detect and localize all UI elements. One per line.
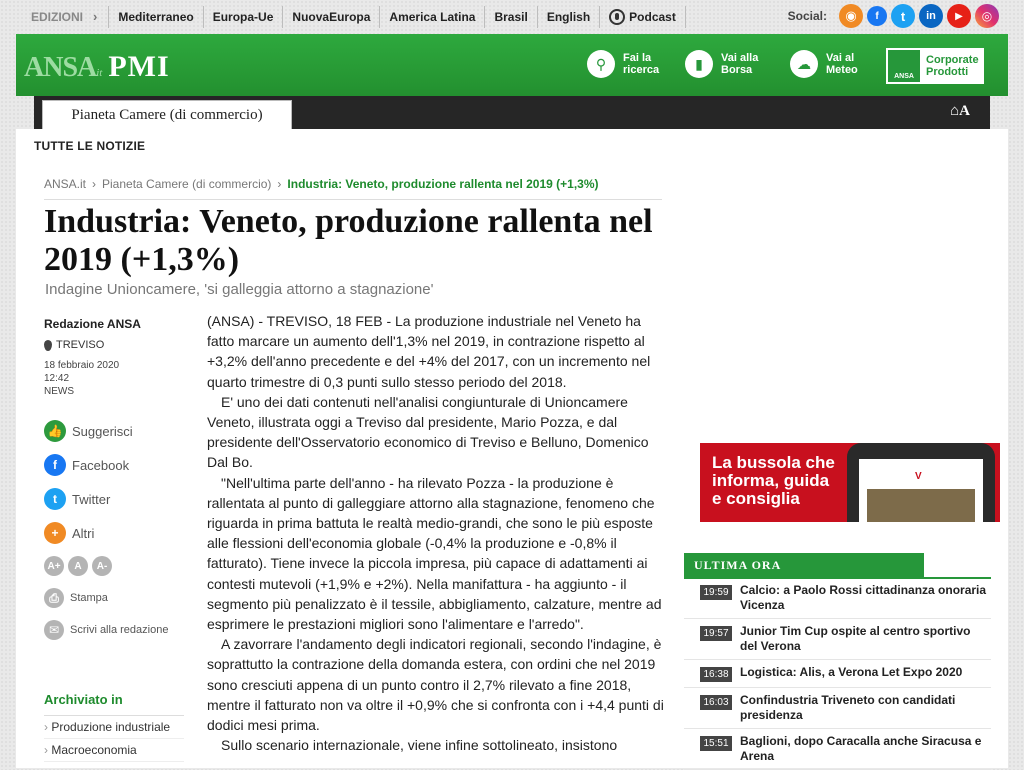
facebook-icon[interactable]: f bbox=[867, 6, 887, 26]
news-item[interactable] bbox=[684, 619, 991, 660]
twitter-icon: t bbox=[44, 488, 66, 510]
ultima-ora-heading: ULTIMA ORA bbox=[684, 553, 924, 578]
twitter-share-button[interactable]: t Twitter bbox=[44, 488, 176, 510]
paragraph: (ANSA) - TREVISO, 18 FEB - La produzione industriale nel Veneto ha fatto marcare un aumento dell'1,3% nel 2019, in contrazione rispetto al +3,2% dell'anno precedente e del +4% del 2017, con un incremento nel quarto trimestre di 0,3 punti sullo stesso periodo del 2018. bbox=[207, 313, 651, 390]
ansa-mark: ANSA bbox=[888, 50, 920, 82]
chart-icon: ▮ bbox=[685, 50, 713, 78]
photo bbox=[867, 489, 975, 522]
write-to-editor-button[interactable]: ✉ Scrivi alla redazione bbox=[44, 620, 176, 640]
font-increase-button[interactable]: A+ bbox=[44, 556, 64, 576]
phone-image bbox=[847, 443, 995, 522]
editions-label: EDIZIONI › bbox=[22, 6, 109, 28]
social-label: Social: bbox=[787, 9, 827, 23]
news-time: 15:51 bbox=[700, 736, 732, 751]
print-button[interactable]: ⎙ Stampa bbox=[44, 588, 176, 608]
news-item[interactable] bbox=[684, 729, 991, 770]
breadcrumb bbox=[44, 177, 599, 191]
archived-tag[interactable]: › Macroeconomia bbox=[44, 739, 184, 762]
site-logo[interactable]: ANSA it PMI bbox=[24, 50, 170, 83]
ultima-ora-panel bbox=[684, 553, 991, 770]
news-item[interactable] bbox=[684, 578, 991, 619]
divider bbox=[44, 199, 662, 200]
chevron-right-icon: › bbox=[277, 177, 282, 191]
archived-heading: Archiviato in bbox=[44, 692, 184, 716]
section-bar bbox=[34, 96, 990, 129]
edition-link-europa-ue[interactable]: Europa-Ue bbox=[204, 6, 284, 28]
chevron-right-icon: › bbox=[93, 9, 98, 24]
publish-date: 18 febbraio 2020 12:42 NEWS bbox=[44, 360, 120, 397]
news-headline: Junior Tim Cup ospite al centro sportivo del Verona bbox=[740, 624, 971, 653]
plus-icon: + bbox=[44, 522, 66, 544]
more-share-button[interactable]: + Altri bbox=[44, 522, 176, 544]
news-headline: Baglioni, dopo Caracalla anche Siracusa e Arena bbox=[740, 734, 982, 763]
author: Redazione ANSA bbox=[44, 317, 141, 331]
weather-icon: ☁ bbox=[790, 50, 818, 78]
font-decrease-button[interactable]: A- bbox=[92, 556, 112, 576]
paragraph: E' uno dei dati contenuti nell'analisi congiunturale di Unioncamere Veneto, illustrata oggi a Treviso dal presidente, Mario Pozza, e dal presidente dell'Osservatorio economico di Treviso e Belluno, Domenico Dal Bo. bbox=[207, 393, 649, 471]
borsa-button[interactable]: ▮ Vai alla Borsa bbox=[685, 50, 758, 78]
site-header bbox=[16, 34, 1008, 96]
edition-link-english[interactable]: English bbox=[538, 6, 600, 28]
linkedin-icon[interactable]: in bbox=[919, 4, 943, 28]
news-headline: Confindustria Triveneto con candidati presidenza bbox=[740, 693, 956, 722]
paragraph: "Nell'ultima parte dell'anno - ha rilevato Pozza - la produzione è rallentata al punto di galleggiare attorno alla stagnazione, fenomeno che riguarda in prima battuta le realtà medio-grandi, che sono le più esposte alle flessioni dell'economia globale (-0,4% la produzione e -0,8% il fatturato). Tiene invece la piccola impresa, più capace di adattamenti ai contesti mutevoli (+1,9% e +2%). Nella manifattura - ha aggiunto - il segmento più penalizzato è il tessile, abbigliamento, calzature, mentre ad esprimere le prestazioni migliori sono l'alimentare e l'arredo". bbox=[207, 474, 662, 633]
share-tools bbox=[44, 420, 176, 640]
ad-text: La bussola che informa, guida e consiglia bbox=[712, 453, 835, 508]
edition-link-mediterraneo[interactable]: Mediterraneo bbox=[109, 6, 203, 28]
twitter-icon[interactable]: t bbox=[891, 4, 915, 28]
suggest-button[interactable]: 👍 Suggerisci bbox=[44, 420, 176, 442]
article-subtitle: Indagine Unioncamere, 'si galleggia attorno a stagnazione' bbox=[45, 281, 434, 298]
news-headline: Calcio: a Paolo Rossi cittadinanza onoraria Vicenza bbox=[740, 583, 987, 612]
paragraph: A zavorrare l'andamento degli indicatori regionali, secondo l'indagine, è soprattutto la contrazione della domanda estera, con ordini che nel 2019 sono cresciuti appena di un punto contro il 2,7% rilevato a fine 2018, mentre il fatturato non va oltre il +0,9% che si confronta con i +4,4 punti di dodici mesi prima. bbox=[207, 636, 664, 734]
news-headline: Logistica: Alis, a Verona Let Expo 2020 bbox=[740, 665, 963, 679]
search-icon: ⚲ bbox=[587, 50, 615, 78]
archived-in bbox=[44, 692, 184, 762]
archived-tag[interactable]: › Produzione industriale bbox=[44, 716, 184, 739]
printer-icon: ⎙ bbox=[44, 588, 64, 608]
news-time: 16:03 bbox=[700, 695, 732, 710]
meteo-button[interactable]: ☁ Vai al Meteo bbox=[790, 50, 858, 78]
article-meta bbox=[44, 317, 176, 652]
chevron-right-icon: › bbox=[92, 177, 97, 191]
news-time: 19:57 bbox=[700, 626, 732, 641]
home-link[interactable]: ⌂A bbox=[950, 103, 970, 119]
all-news-link[interactable]: TUTTE LE NOTIZIE bbox=[34, 139, 146, 153]
social-links bbox=[788, 4, 999, 28]
search-button[interactable]: ⚲ Fai la ricerca bbox=[587, 50, 659, 78]
edition-link-brasil[interactable]: Brasil bbox=[485, 6, 537, 28]
edition-link-podcast[interactable]: Podcast bbox=[600, 6, 686, 28]
rss-icon[interactable]: ◉ bbox=[839, 4, 863, 28]
edition-link-america-latina[interactable]: America Latina bbox=[380, 6, 485, 28]
content-area bbox=[16, 129, 1008, 768]
podcast-icon bbox=[609, 9, 625, 25]
facebook-share-button[interactable]: f Facebook bbox=[44, 454, 176, 476]
editions-nav bbox=[22, 0, 686, 34]
facebook-icon: f bbox=[44, 454, 66, 476]
divider bbox=[684, 577, 991, 579]
location: TREVISO bbox=[44, 339, 176, 351]
news-time: 16:38 bbox=[700, 667, 732, 682]
article-body bbox=[207, 311, 665, 755]
thumbs-up-icon: 👍 bbox=[44, 420, 66, 442]
corporate-products-button[interactable]: ANSA Corporate Prodotti bbox=[886, 48, 984, 84]
youtube-icon[interactable]: ▶ bbox=[947, 4, 971, 28]
paragraph: Sullo scenario internazionale, viene infine sottolineato, insistono bbox=[221, 737, 618, 754]
news-item[interactable] bbox=[684, 688, 991, 729]
instagram-icon[interactable]: ◎ bbox=[975, 4, 999, 28]
home-icon: ⌂ bbox=[950, 103, 960, 119]
news-time: 19:59 bbox=[700, 585, 732, 600]
font-size-controls bbox=[44, 556, 176, 576]
brand-logo: V bbox=[915, 471, 922, 482]
article-title: Industria: Veneto, produzione rallenta nel 2019 (+1,3%) bbox=[44, 203, 653, 278]
edition-bar bbox=[0, 0, 1024, 34]
breadcrumb-section[interactable]: Pianeta Camere (di commercio) bbox=[102, 177, 272, 191]
breadcrumb-ansa[interactable]: ANSA.it bbox=[44, 177, 87, 191]
font-reset-button[interactable]: A bbox=[68, 556, 88, 576]
edition-link-nuova-europa[interactable]: NuovaEuropa bbox=[283, 6, 380, 28]
tab-pianeta-camere[interactable]: Pianeta Camere (di commercio) bbox=[42, 100, 292, 129]
ad-banner[interactable] bbox=[700, 443, 1000, 522]
breadcrumb-current: Industria: Veneto, produzione rallenta nel 2019 (+1,3%) bbox=[287, 177, 599, 191]
mail-icon: ✉ bbox=[44, 620, 64, 640]
map-pin-icon bbox=[44, 340, 52, 351]
news-item[interactable] bbox=[684, 660, 991, 688]
